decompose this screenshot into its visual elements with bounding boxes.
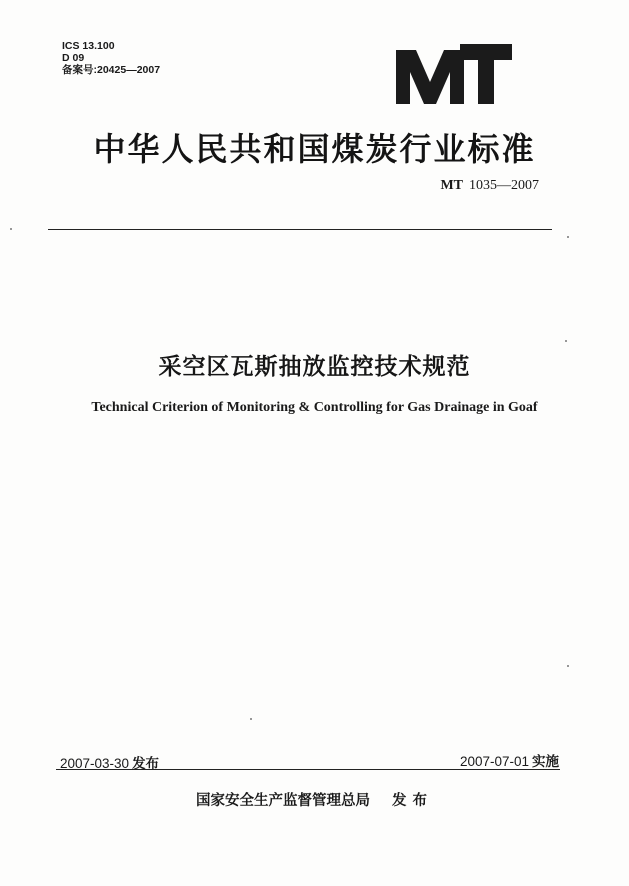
scan-speck xyxy=(567,665,569,667)
scan-speck xyxy=(10,228,12,230)
ics-code: ICS 13.100 xyxy=(62,40,115,52)
scan-speck xyxy=(565,340,567,342)
footer-divider xyxy=(56,769,560,770)
standard-category-title: 中华人民共和国煤炭行业标准 xyxy=(93,130,536,168)
document-title-english: Technical Criterion of Monitoring & Controlling for Gas Drainage in Goaf xyxy=(91,400,538,415)
issuing-authority xyxy=(0,789,629,810)
standard-year: 1035—2007 xyxy=(469,178,539,193)
header-divider xyxy=(48,229,552,230)
standard-code: MT xyxy=(440,178,463,193)
scan-speck xyxy=(567,236,569,238)
effective-date-line xyxy=(460,750,559,770)
ccs-code: D 09 xyxy=(62,52,85,64)
effective-label: 实施 xyxy=(532,754,559,769)
filing-number: 备案号:20425—2007 xyxy=(62,64,161,76)
issue-date: 2007-03-30 xyxy=(60,756,130,771)
effective-date: 2007-07-01 xyxy=(459,754,529,769)
mt-logo-graphic xyxy=(394,42,514,106)
document-title-chinese: 采空区瓦斯抽放监控技术规范 xyxy=(158,354,471,380)
issuer-name: 国家安全生产监督管理总局 xyxy=(196,793,370,809)
issue-action: 发布 xyxy=(392,793,433,809)
scan-speck xyxy=(250,718,252,720)
issue-label: 发布 xyxy=(132,756,160,771)
mt-logo xyxy=(394,42,514,106)
classification-block xyxy=(62,40,160,76)
standard-number xyxy=(440,178,539,194)
